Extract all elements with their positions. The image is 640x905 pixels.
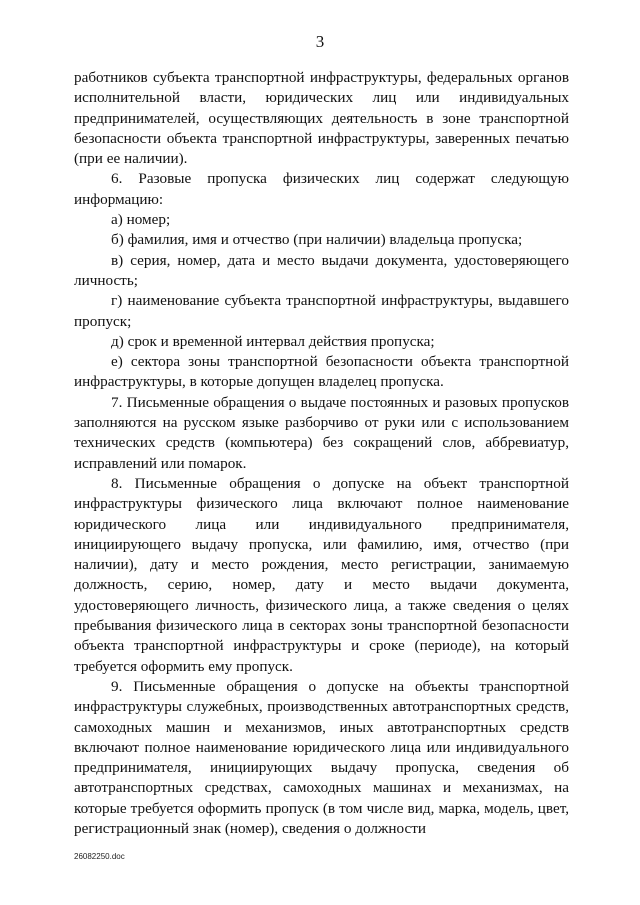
list-item-v: в) серия, номер, дата и место выдачи документа, удостоверяющего личность; <box>74 251 569 289</box>
list-item-e: е) сектора зоны транспортной безопасности объекта транспортной инфраструктуры, в которые допущен владелец пропуска. <box>74 353 569 391</box>
page-number: 3 <box>315 32 325 51</box>
list-item-a: а) номер; <box>111 211 171 229</box>
list-item-b: б) фамилия, имя и отчество (при наличии) владельца пропуска; <box>111 231 523 249</box>
paragraph-item-9: 9. Письменные обращения о допуске на объекты транспортной инфраструктуры служебных, производственных автотранспортных средств, самоходных машин и механизмов, иных автотранспортных средств включают полное наименование юридического лица или индивидуального предпринимателя, инициирующих выдачу пропуска, сведения об автотранспортных средствах, самоходных машинах и механизмах, на которые требуется оформить пропуск (в том числе вид, марка, модель, цвет, регистрационный знак (номер), сведения о должности <box>74 677 569 837</box>
list-item-d: д) срок и временной интервал действия пропуска; <box>111 332 435 350</box>
paragraph-item-7: 7. Письменные обращения о выдаче постоянных и разовых пропусков заполняются на русском языке разборчиво от руки или с использованием технических средств (компьютера) без сокращений слов, аббревиатур, исправлений или помарок. <box>74 393 569 472</box>
paragraph-continuation: работников субъекта транспортной инфраструктуры, федеральных органов исполнительной власти, юридических лиц или индивидуальных предпринимателей, осуществляющих деятельность в зоне транспортной безопасности объекта транспортной инфраструктуры, заверенных печатью (при ее наличии). <box>74 69 569 168</box>
paragraph-item-6: 6. Разовые пропуска физических лиц содержат следующую информацию: <box>74 170 569 208</box>
footer-file-name: 26082250.doc <box>74 852 125 861</box>
document-body <box>74 68 569 839</box>
list-item-g: г) наименование субъекта транспортной инфраструктуры, выдавшего пропуск; <box>74 292 569 330</box>
paragraph-item-8: 8. Письменные обращения о допуске на объект транспортной инфраструктуры физического лица включают полное наименование юридического лица или индивидуального предпринимателя, инициирующего выдачу пропуска, или фамилию, имя, отчество (при наличии), дату и место рождения, место регистрации, занимаемую должность, серию, номер, дату и место выдачи документа, удостоверяющего личность, физического лица, а также сведения о целях пребывания физического лица в секторах зоны транспортной безопасности объекта транспортной инфраструктуры и сроке (периоде), на который требуется оформить ему пропуск. <box>74 474 569 675</box>
